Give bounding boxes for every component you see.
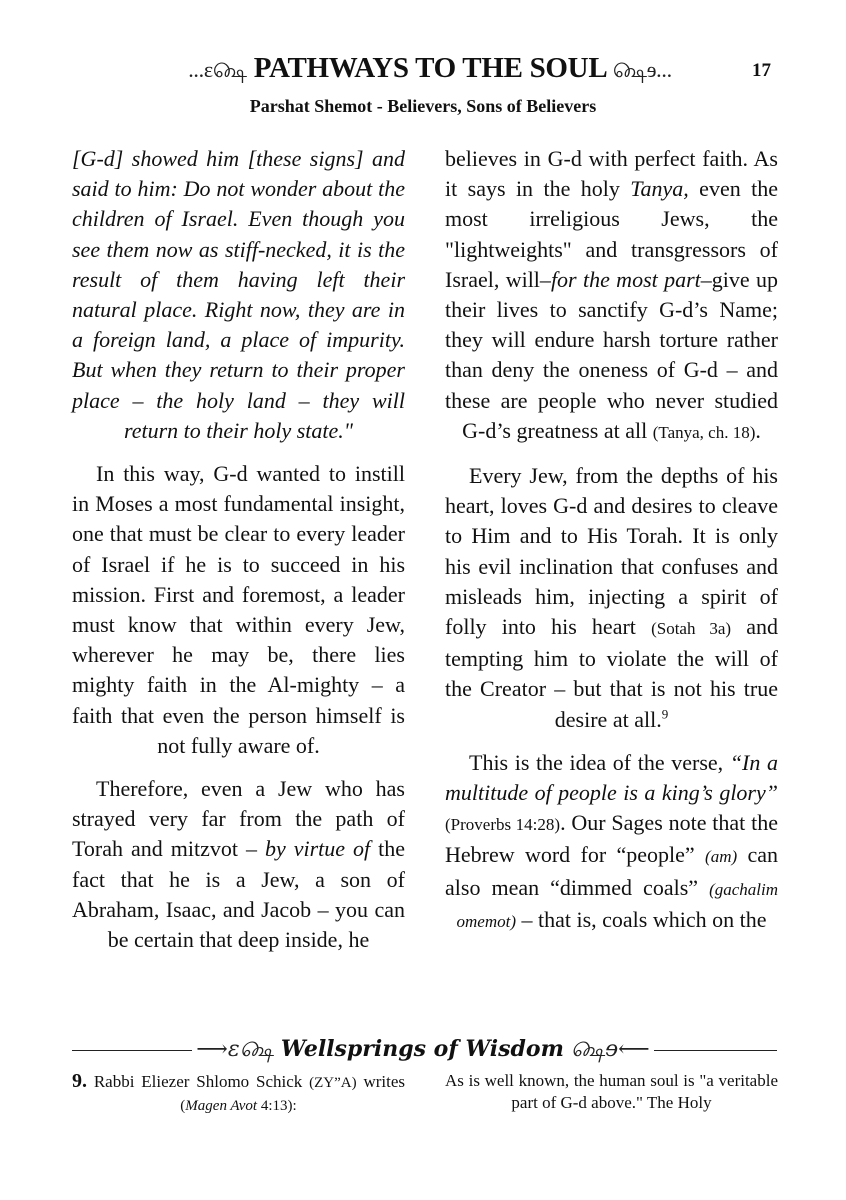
text-run: for the most part [550,266,701,292]
text-run: . [755,417,761,443]
ornament-right-icon: ௸ɘ... [612,57,672,82]
footnote-text: ( [180,1098,186,1114]
ornament-left-icon: ⟶ɛ௸ [196,1037,281,1062]
text-run: Tanya, [630,176,689,202]
footnote-source: Magen Avot [185,1098,258,1114]
running-title [135,52,725,86]
text-run: (Proverbs 14:28) [445,815,561,835]
paragraph [445,461,778,735]
footnote-number: 9. [72,1070,87,1092]
left-column [72,144,405,968]
text-run: –give up their lives to sanctify G-d’s Name; they will endure harsh torture rather than deny the oneness of G-d – and these are people who never studied G-d’s greatness at all [445,266,778,443]
page-number: 17 [752,60,771,81]
text-run: the fact that he is a Jew, a son of Abraham, Isaac, and Jacob – you can be certain that deep inside, he [72,836,405,953]
section-title: Wellsprings of Wisdom [280,1036,564,1062]
paragraph [72,459,405,761]
footnote-text: writes [356,1072,405,1091]
text-run: can also mean “dimmed coals” [445,842,779,900]
footnote-left [72,1070,405,1117]
text-run: (gachalim omemot) [456,879,778,931]
right-column [445,144,778,950]
footnote-text: (ZY”A) [309,1075,357,1091]
chapter-subtitle: Parshat Shemot - Believers, Sons of Believers [249,96,597,116]
footnote-text: Rabbi Eliezer Shlomo Schick [87,1072,310,1091]
text-run: In this way, G-d wanted to instill in Moses a most fundamental insight, one that must be clear to every leader of Israel if he is to succeed in his mission. First and foremost, a leader must know that within every Jew, wherever he may be, there lies mighty faith in the Al-mighty – a faith that even the person himself is not fully aware of. [72,461,405,758]
text-run: . Our Sages note that the Hebrew word for “people” [445,810,778,868]
footnote-text: 4:13): [257,1098,297,1114]
ornament-right-icon: ௸ɘ⟵ [563,1037,650,1062]
text-run: (Tanya, ch. 18) [652,422,756,442]
text-run: [G-d] showed him [these signs] and said to him: Do not wonder about the children of Israel. Even though you see them now as stiff-necked, it is the result of them having left their natural place. Right now, they are in a foreign land, a place of impurity. But when they return to their proper place – the holy land – they will return to their holy state." [72,146,405,443]
text-run: (am) [705,847,738,867]
text-run: believes in G-d with perfect faith. As it says in the holy [445,146,778,202]
paragraph [72,144,405,446]
text-run: Therefore, even a Jew who has strayed very far from the path of Torah and mitzvot – [72,776,405,862]
book-title: PATHWAYS TO THE SOUL [253,52,606,84]
text-run: (Sotah 3a) [651,619,732,639]
text-run: Every Jew, from the depths of his heart, loves G-d and desires to cleave to Him and to His Torah. It is only his evil inclination that confuses and misleads him, injecting a spirit of folly into his heart [445,463,778,640]
text-run: by virtue of [264,836,371,862]
paragraph [72,774,405,955]
text-run: and tempting him to violate the will of the Creator – but that is not his true desire at all. [445,614,779,732]
text-run: This is the idea of the verse, [469,749,730,775]
footnote-marker: 9 [661,706,669,722]
footnote-right: As is well known, the human soul is "a veritable part of G-d above." The Holy [445,1071,778,1112]
paragraph [445,748,778,937]
footnote-section-heading [0,1036,846,1065]
text-run: – that is, coals which on the [515,906,767,932]
text-run: even the most irreligious Jews, the "lightweights" and transgressors of Israel, will– [445,176,778,292]
ornament-left-icon: ...ε௸ [188,57,247,82]
paragraph [445,144,778,448]
text-run: “In a multitude of people is a king’s glory” [445,749,778,806]
